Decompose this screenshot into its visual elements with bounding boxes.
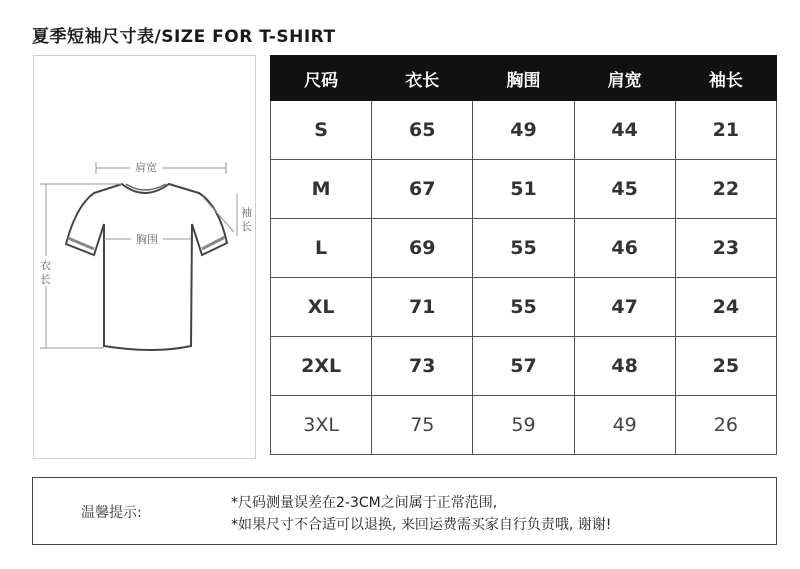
cell-sleeve: 25 <box>675 337 776 396</box>
cell-size: L <box>271 219 372 278</box>
header-shoulder: 肩宽 <box>574 56 675 101</box>
cell-size: 3XL <box>271 396 372 455</box>
cell-sleeve: 24 <box>675 278 776 337</box>
cell-shoulder: 49 <box>574 396 675 455</box>
cell-chest: 49 <box>473 101 574 160</box>
cell-chest: 59 <box>473 396 574 455</box>
sleeve-label-1: 袖 <box>241 206 252 219</box>
cell-chest: 55 <box>473 219 574 278</box>
header-length: 衣长 <box>372 56 473 101</box>
cell-length: 75 <box>372 396 473 455</box>
cell-chest: 51 <box>473 160 574 219</box>
cell-length: 67 <box>372 160 473 219</box>
length-label-1: 衣 <box>40 259 51 272</box>
cell-sleeve: 22 <box>675 160 776 219</box>
tips-content <box>231 492 611 536</box>
table-row <box>271 337 777 396</box>
cell-length: 71 <box>372 278 473 337</box>
cell-shoulder: 44 <box>574 101 675 160</box>
cell-length: 73 <box>372 337 473 396</box>
cell-sleeve: 26 <box>675 396 776 455</box>
tshirt-diagram <box>33 55 256 459</box>
table-header-row <box>271 56 777 101</box>
cell-length: 69 <box>372 219 473 278</box>
cell-length: 65 <box>372 101 473 160</box>
shoulder-label: 肩宽 <box>135 161 157 174</box>
cell-size: S <box>271 101 372 160</box>
header-chest: 胸围 <box>473 56 574 101</box>
table-row <box>271 278 777 337</box>
tip-line-2: *如果尺寸不合适可以退换, 来回运费需买家自行负责哦, 谢谢! <box>231 517 612 533</box>
chest-label: 胸围 <box>136 233 158 246</box>
cell-shoulder: 46 <box>574 219 675 278</box>
cell-size: XL <box>271 278 372 337</box>
cell-size: M <box>271 160 372 219</box>
tip-line-1: *尺码测量误差在2-3CM之间属于正常范围, <box>231 495 498 511</box>
table-row <box>271 396 777 455</box>
page-title: 夏季短袖尺寸表/SIZE FOR T-SHIRT <box>32 27 336 47</box>
tips-box <box>32 477 777 545</box>
cell-shoulder: 47 <box>574 278 675 337</box>
cell-shoulder: 45 <box>574 160 675 219</box>
cell-shoulder: 48 <box>574 337 675 396</box>
cell-sleeve: 21 <box>675 101 776 160</box>
table-row <box>271 160 777 219</box>
header-size: 尺码 <box>271 56 372 101</box>
header-sleeve: 袖长 <box>675 56 776 101</box>
length-label-2: 长 <box>40 273 51 286</box>
tshirt-outline-icon <box>34 56 255 458</box>
tips-label: 温馨提示: <box>81 505 142 521</box>
cell-size: 2XL <box>271 337 372 396</box>
cell-sleeve: 23 <box>675 219 776 278</box>
table-row <box>271 219 777 278</box>
cell-chest: 57 <box>473 337 574 396</box>
table-row <box>271 101 777 160</box>
cell-chest: 55 <box>473 278 574 337</box>
size-table <box>270 55 777 455</box>
sleeve-label-2: 长 <box>241 220 252 233</box>
